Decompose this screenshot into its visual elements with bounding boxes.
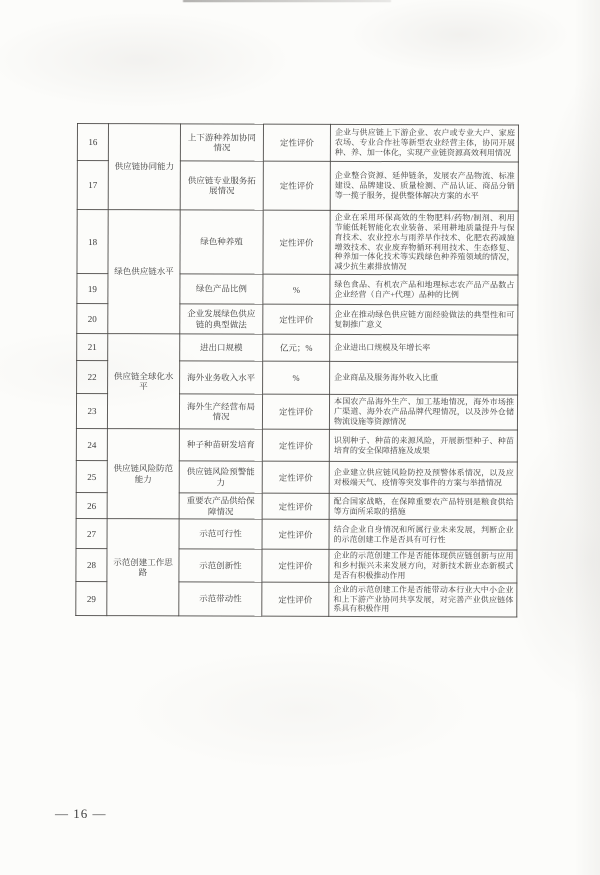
indicator-cell: 绿色产品比例: [180, 274, 263, 304]
row-number-cell: 24: [76, 428, 107, 460]
row-number-cell: 20: [77, 304, 108, 334]
indicator-cell: 海外生产经营布局情况: [179, 394, 262, 429]
row-number-cell: 21: [77, 334, 108, 361]
indicator-cell: 示范可行性: [179, 519, 262, 549]
row-number-cell: 19: [77, 274, 108, 304]
description-cell: 企业在推动绿色供应链方面经验做法的典型性和可复制推广意义: [330, 304, 518, 335]
description-cell: 企业的示范创建工作是否能体现供应链创新与应用和乡村振兴未来发展方向，对新技术新业态新模式是否有积极推动作用: [329, 549, 517, 583]
row-number-cell: 22: [77, 361, 108, 394]
description-cell: 本国农产品海外生产、加工基地情况，海外市场推广渠道、海外农产品品牌代理情况，以及涉外仓储物流设施等资源情况: [329, 394, 517, 430]
scan-artifact-right-shade: [574, 0, 600, 875]
category-cell: 供应链全球化水平: [107, 334, 179, 429]
unit-cell: 定性评价: [262, 461, 329, 493]
row-number-cell: 23: [76, 394, 107, 429]
description-cell: 企业与供应链上下游企业、农户或专业大户、家庭农场、专业合作社等新型农业经营主体，协同开展种、养、加一体化，实现产业链资源高效利用情况: [330, 124, 518, 162]
unit-cell: 定性评价: [262, 549, 329, 582]
unit-cell: %: [263, 274, 330, 304]
evaluation-table-body: [76, 124, 519, 618]
unit-cell: 定性评价: [262, 429, 329, 461]
table-row: [77, 124, 518, 163]
category-cell: 供应链协同能力: [108, 124, 180, 210]
indicator-cell: 示范带动性: [179, 582, 262, 616]
row-number-cell: 25: [76, 460, 107, 492]
row-number-cell: 27: [76, 518, 107, 548]
table-row: [77, 334, 518, 363]
indicator-cell: 企业发展绿色供应链的典型做法: [180, 304, 263, 334]
indicator-cell: 进出口规模: [180, 334, 263, 361]
row-number-cell: 28: [76, 548, 107, 581]
row-number-cell: 17: [77, 161, 108, 210]
description-cell: 企业在采用环保高效的生物肥料/药物/制剂、利用节能低耗智能化农业装备、采用耕地质量提升与保育技术、农业控水与雨养旱作技术、化肥农药减施增效技术、农业废弃物循环利用技术、生态修复、种养加一体化技术等实践绿色种养殖领域的情况，减少抗生素排放情况: [330, 210, 518, 275]
description-cell: 企业商品及服务海外收入比重: [330, 361, 518, 395]
table-row: [76, 428, 517, 462]
description-cell: 识别种子、种苗的来源风险，开展新型种子、种苗培育的安全保障措施及成果: [329, 429, 517, 462]
row-number-cell: 29: [76, 581, 107, 615]
unit-cell: 定性评价: [263, 124, 330, 161]
description-cell: 企业进出口规模及年增长率: [330, 334, 518, 362]
category-cell: 绿色供应链水平: [108, 210, 180, 334]
unit-cell: 定性评价: [263, 210, 330, 274]
indicator-cell: 示范创新性: [179, 549, 262, 582]
page-number: — 16 —: [55, 806, 107, 821]
indicator-cell: 种子种苗研发培育: [179, 429, 262, 461]
row-number-cell: 26: [76, 492, 107, 518]
category-cell: 供应链风险防范能力: [107, 429, 179, 519]
unit-cell: 定性评价: [263, 161, 330, 210]
unit-cell: 亿元；%: [263, 334, 330, 361]
description-cell: 企业整合资源、延伸链条，发展农产品物流、标准建设、品牌建设、质量检测、产品认证、商品分销等一揽子服务，提供整体解决方案的水平: [330, 161, 518, 211]
unit-cell: 定性评价: [262, 493, 329, 519]
description-cell: 企业的示范创建工作是否能带动本行业大中小企业和上下游产业协同共享发展，对完善产业供应链体系具有积极作用: [329, 582, 517, 617]
row-number-cell: 18: [77, 210, 108, 274]
unit-cell: 定性评价: [262, 582, 329, 616]
description-cell: 结合企业自身情况和所属行业未来发展，判断企业的示范创建工作是否具有可行性: [329, 519, 517, 550]
indicator-cell: 海外业务收入水平: [180, 361, 263, 394]
indicator-cell: 绿色种养殖: [180, 210, 263, 274]
row-number-cell: 16: [77, 124, 108, 161]
indicator-cell: 供应链专业服务拓展情况: [180, 161, 263, 210]
indicator-cell: 重要农产品供给保障情况: [179, 493, 262, 519]
scan-artifact-top-edge: [183, 0, 391, 2]
description-cell: 绿色食品、有机农产品和地理标志农产品产品数占企业经营（自产+代理）品种的比例: [330, 274, 518, 305]
evaluation-indicator-table: [75, 123, 519, 618]
category-cell: 示范创建工作思路: [107, 519, 179, 616]
unit-cell: 定性评价: [262, 394, 329, 429]
unit-cell: %: [263, 361, 330, 394]
table-row: [77, 210, 518, 276]
unit-cell: 定性评价: [263, 304, 330, 334]
unit-cell: 定性评价: [262, 519, 329, 549]
table-row: [76, 518, 517, 550]
description-cell: 企业建立供应链风险防控及预警体系情况，以及应对极端天气、疫情等突发事件的方案与举措情况: [329, 461, 517, 494]
indicator-cell: 上下游种养加协同情况: [180, 124, 263, 161]
description-cell: 配合国家战略，在保障重要农产品特别是粮食供给等方面所采取的措施: [329, 493, 517, 520]
indicator-cell: 供应链风险预警能力: [179, 461, 262, 493]
